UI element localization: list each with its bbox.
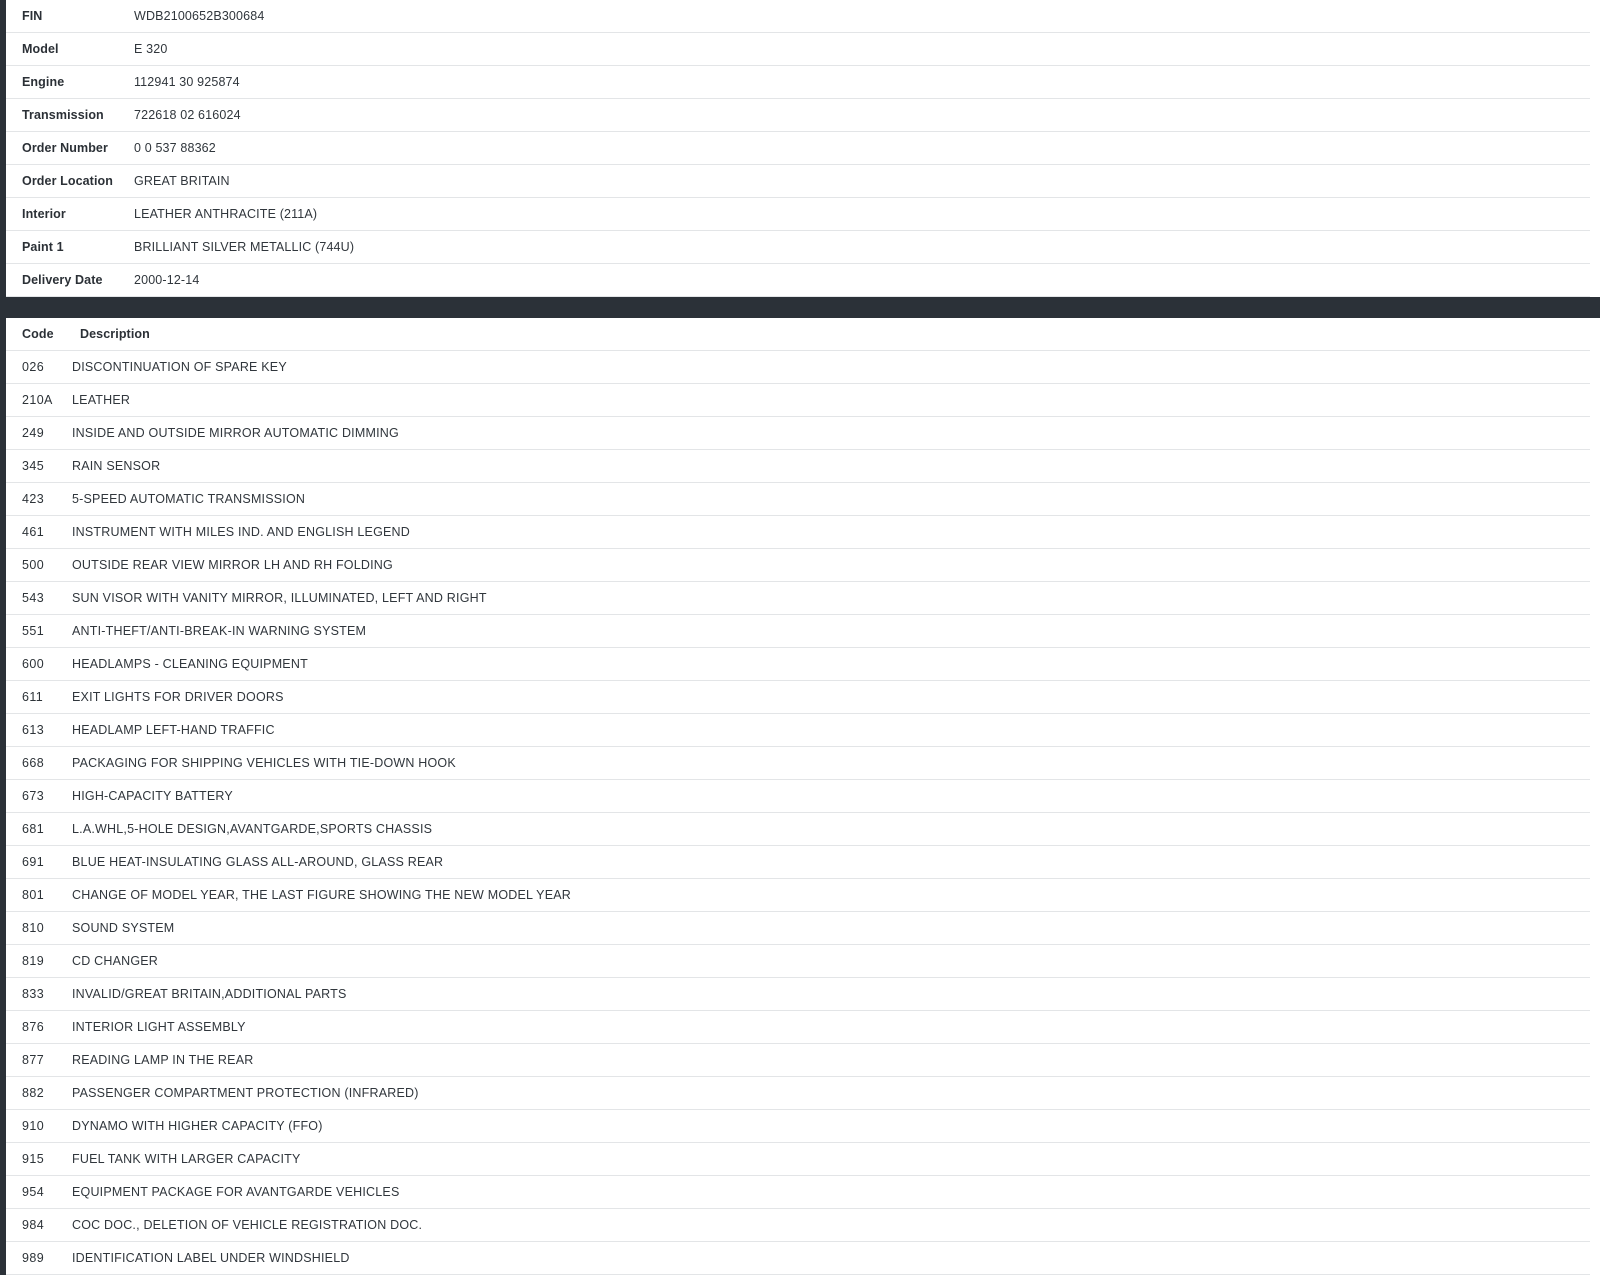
table-row [6,1209,1590,1242]
equipment-description: EQUIPMENT PACKAGE FOR AVANTGARDE VEHICLES [72,1185,400,1199]
equipment-code: 989 [22,1251,45,1265]
table-row [6,1176,1590,1209]
equipment-code: 423 [22,492,45,506]
table-row [6,582,1590,615]
spec-value: BRILLIANT SILVER METALLIC (744U) [134,240,355,254]
spec-label: Interior [22,207,66,221]
spec-label: Paint 1 [22,240,64,254]
equipment-code: 551 [22,624,45,638]
equipment-code: 611 [22,690,44,704]
table-row [6,483,1590,516]
equipment-description: HEADLAMP LEFT-HAND TRAFFIC [72,723,275,737]
equipment-description: ANTI-THEFT/ANTI-BREAK-IN WARNING SYSTEM [72,624,367,638]
table-row [6,351,1590,384]
table-row [6,450,1590,483]
table-header-row [6,318,1590,351]
table-row [6,648,1590,681]
spec-value: 722618 02 616024 [134,108,241,122]
equipment-code: 801 [22,888,45,902]
table-row [6,912,1590,945]
equipment-code: 668 [22,756,45,770]
equipment-description: LEATHER [72,393,131,407]
equipment-code: 810 [22,921,45,935]
equipment-description: HEADLAMPS - CLEANING EQUIPMENT [72,657,308,671]
equipment-code: 210A [22,393,53,407]
equipment-code: 345 [22,459,45,473]
equipment-code: 543 [22,591,45,605]
equipment-description: FUEL TANK WITH LARGER CAPACITY [72,1152,301,1166]
equipment-code: 613 [22,723,45,737]
table-row [6,1143,1590,1176]
equipment-code: 691 [22,855,45,869]
equipment-description: DISCONTINUATION OF SPARE KEY [72,360,287,374]
table-row [6,1110,1590,1143]
section-separator-band [0,297,1600,318]
equipment-code: 915 [22,1152,45,1166]
column-header-code: Code [22,327,54,341]
equipment-code: 954 [22,1185,45,1199]
equipment-code: 673 [22,789,45,803]
table-row [6,681,1590,714]
equipment-code: 249 [22,426,45,440]
spec-row [6,0,1590,33]
equipment-codes-body [6,351,1590,1275]
table-row [6,714,1590,747]
equipment-description: INSIDE AND OUTSIDE MIRROR AUTOMATIC DIMMING [72,426,399,440]
equipment-description: PACKAGING FOR SHIPPING VEHICLES WITH TIE-DOWN HOOK [72,756,456,770]
equipment-description: OUTSIDE REAR VIEW MIRROR LH AND RH FOLDING [72,558,393,572]
spec-label: Model [22,42,59,56]
spec-row [6,33,1590,66]
equipment-codes-table [6,318,1590,1275]
spec-label: Transmission [22,108,104,122]
table-row [6,945,1590,978]
equipment-description: COC DOC., DELETION OF VEHICLE REGISTRATION DOC. [72,1218,423,1232]
equipment-code: 500 [22,558,45,572]
spec-value: 112941 30 925874 [134,75,240,89]
spec-value: 2000-12-14 [134,273,200,287]
spec-row [6,132,1590,165]
table-row [6,1077,1590,1110]
equipment-description: HIGH-CAPACITY BATTERY [72,789,233,803]
spec-label: Delivery Date [22,273,103,287]
spec-label: Engine [22,75,65,89]
equipment-codes-header [6,318,1590,351]
spec-label: FIN [22,9,43,23]
equipment-description: CD CHANGER [72,954,159,968]
equipment-description: BLUE HEAT-INSULATING GLASS ALL-AROUND, GLASS REAR [72,855,444,869]
table-row [6,384,1590,417]
spec-label: Order Location [22,174,113,188]
table-row [6,747,1590,780]
spec-row [6,264,1590,297]
table-row [6,879,1590,912]
equipment-code: 026 [22,360,45,374]
table-row [6,615,1590,648]
spec-value: 0 0 537 88362 [134,141,216,155]
spec-label: Order Number [22,141,108,155]
equipment-code: 910 [22,1119,45,1133]
equipment-code: 876 [22,1020,45,1034]
table-row [6,1242,1590,1275]
vehicle-spec-body [6,0,1590,297]
spec-value: WDB2100652B300684 [134,9,265,23]
left-accent-rail [0,0,6,1275]
equipment-description: CHANGE OF MODEL YEAR, THE LAST FIGURE SHOWING THE NEW MODEL YEAR [72,888,571,902]
table-row [6,813,1590,846]
spec-row [6,198,1590,231]
equipment-code: 681 [22,822,45,836]
equipment-code: 600 [22,657,45,671]
equipment-description: SUN VISOR WITH VANITY MIRROR, ILLUMINATED, LEFT AND RIGHT [72,591,487,605]
equipment-code: 819 [22,954,45,968]
table-row [6,549,1590,582]
table-row [6,780,1590,813]
spec-row [6,231,1590,264]
table-row [6,978,1590,1011]
equipment-code: 877 [22,1053,45,1067]
equipment-description: INTERIOR LIGHT ASSEMBLY [72,1020,246,1034]
table-row [6,846,1590,879]
equipment-description: IDENTIFICATION LABEL UNDER WINDSHIELD [72,1251,350,1265]
equipment-code: 984 [22,1218,45,1232]
table-row [6,1044,1590,1077]
table-row [6,1011,1590,1044]
equipment-description: INSTRUMENT WITH MILES IND. AND ENGLISH LEGEND [72,525,410,539]
section-separator-inner [6,297,1600,318]
equipment-description: 5-SPEED AUTOMATIC TRANSMISSION [72,492,306,506]
spec-row [6,165,1590,198]
equipment-description: DYNAMO WITH HIGHER CAPACITY (FFO) [72,1119,323,1133]
equipment-description: SOUND SYSTEM [72,921,175,935]
equipment-code: 833 [22,987,45,1001]
spec-row [6,66,1590,99]
equipment-code: 882 [22,1086,45,1100]
equipment-description: PASSENGER COMPARTMENT PROTECTION (INFRARED) [72,1086,419,1100]
spec-value: GREAT BRITAIN [134,174,230,188]
spec-row [6,99,1590,132]
spec-value: LEATHER ANTHRACITE (211A) [134,207,318,221]
column-header-description: Description [80,327,150,341]
vehicle-spec-table [6,0,1590,297]
table-row [6,417,1590,450]
table-row [6,516,1590,549]
equipment-description: INVALID/GREAT BRITAIN,ADDITIONAL PARTS [72,987,347,1001]
equipment-description: READING LAMP IN THE REAR [72,1053,254,1067]
equipment-code: 461 [22,525,45,539]
equipment-description: L.A.WHL,5-HOLE DESIGN,AVANTGARDE,SPORTS CHASSIS [72,822,433,836]
equipment-description: RAIN SENSOR [72,459,161,473]
equipment-description: EXIT LIGHTS FOR DRIVER DOORS [72,690,284,704]
spec-value: E 320 [134,42,168,56]
